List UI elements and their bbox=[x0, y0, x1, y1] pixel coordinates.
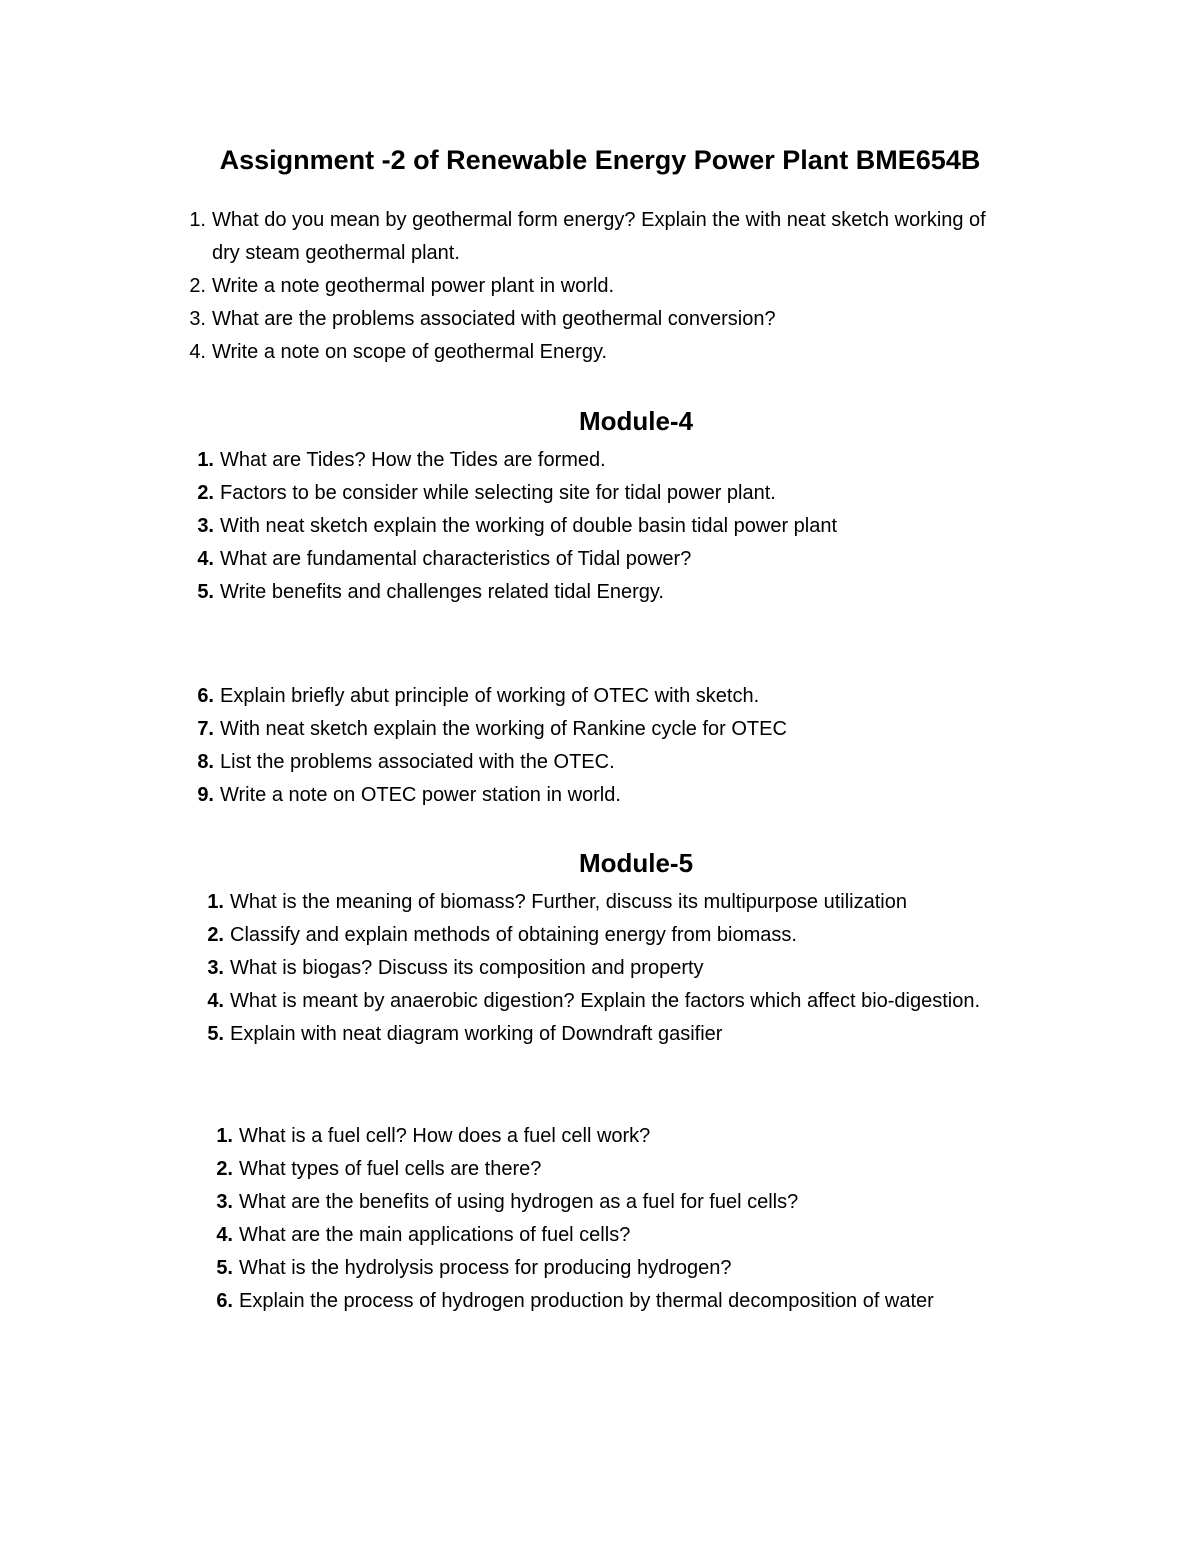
list-item bbox=[189, 270, 986, 303]
item-number: 8. bbox=[197, 751, 214, 773]
item-text: What is meant by anaerobic digestion? Explain the factors which affect bio-digestion. bbox=[230, 990, 981, 1012]
list-item bbox=[207, 952, 980, 985]
biomass-question-list bbox=[207, 886, 981, 1051]
item-number: 2. bbox=[189, 275, 206, 297]
list-item bbox=[216, 1219, 934, 1252]
item-number: 1. bbox=[197, 449, 214, 471]
item-number: 3. bbox=[197, 515, 214, 537]
list-item bbox=[197, 576, 837, 609]
item-text: With neat sketch explain the working of Rankine cycle for OTEC bbox=[220, 718, 787, 740]
item-text: What is a fuel cell? How does a fuel cell work? bbox=[239, 1125, 651, 1147]
item-number: 5. bbox=[207, 1023, 224, 1045]
item-number: 1. bbox=[207, 891, 224, 913]
item-number: 4. bbox=[189, 341, 206, 363]
item-text: Explain briefly abut principle of working of OTEC with sketch. bbox=[220, 685, 760, 707]
item-number: 2. bbox=[207, 924, 224, 946]
list-item bbox=[189, 336, 986, 369]
list-item bbox=[207, 886, 980, 919]
item-text: What is biogas? Discuss its composition and property bbox=[230, 957, 704, 979]
document-title: Assignment -2 of Renewable Energy Power Plant BME654B bbox=[219, 145, 981, 175]
item-text: dry steam geothermal plant. bbox=[212, 242, 460, 264]
list-item bbox=[197, 510, 838, 543]
item-number: 1. bbox=[216, 1125, 233, 1147]
item-number: 4. bbox=[216, 1224, 233, 1246]
item-number: 2. bbox=[216, 1158, 233, 1180]
list-item bbox=[197, 444, 837, 477]
item-text: What is the meaning of biomass? Further, discuss its multipurpose utilization bbox=[230, 891, 907, 913]
item-text: With neat sketch explain the working of double basin tidal power plant bbox=[220, 515, 838, 537]
list-item bbox=[216, 1120, 934, 1153]
item-text: Classify and explain methods of obtaining energy from biomass. bbox=[230, 924, 797, 946]
list-item bbox=[216, 1153, 934, 1186]
item-text: Factors to be consider while selecting site for tidal power plant. bbox=[220, 482, 776, 504]
item-text: List the problems associated with the OTEC. bbox=[220, 751, 615, 773]
list-item bbox=[197, 680, 787, 713]
list-item bbox=[189, 303, 986, 336]
list-item bbox=[197, 779, 787, 812]
geothermal-question-list bbox=[189, 204, 986, 369]
item-number: 4. bbox=[197, 548, 214, 570]
module-4-heading: Module-4 bbox=[578, 406, 694, 436]
item-text: What are the benefits of using hydrogen as a fuel for fuel cells? bbox=[239, 1191, 799, 1213]
item-number: 3. bbox=[216, 1191, 233, 1213]
list-item bbox=[197, 543, 837, 576]
item-text: Write a note geothermal power plant in world. bbox=[212, 275, 615, 297]
item-text: What are the main applications of fuel cells? bbox=[239, 1224, 631, 1246]
list-item bbox=[197, 746, 787, 779]
item-text: Write a note on OTEC power station in world. bbox=[220, 784, 621, 806]
item-text: What are Tides? How the Tides are formed. bbox=[220, 449, 606, 471]
list-item bbox=[189, 204, 986, 270]
otec-question-list bbox=[197, 680, 787, 812]
item-number: 2. bbox=[197, 482, 214, 504]
item-number: 9. bbox=[197, 784, 214, 806]
item-number: 6. bbox=[197, 685, 214, 707]
item-number: 7. bbox=[197, 718, 214, 740]
list-item bbox=[216, 1285, 934, 1318]
item-number: 6. bbox=[216, 1290, 233, 1312]
item-text: What do you mean by geothermal form energy? Explain the with neat sketch working of bbox=[212, 209, 986, 231]
item-number: 4. bbox=[207, 990, 224, 1012]
list-item bbox=[207, 919, 980, 952]
item-text: Write a note on scope of geothermal Energy. bbox=[212, 341, 608, 363]
item-number: 3. bbox=[189, 308, 206, 330]
list-item bbox=[197, 713, 787, 746]
list-item bbox=[207, 985, 981, 1018]
fuel-cell-question-list bbox=[216, 1120, 934, 1318]
tidal-question-list bbox=[197, 444, 838, 609]
item-number: 5. bbox=[197, 581, 214, 603]
item-number: 1. bbox=[189, 209, 206, 231]
list-item bbox=[207, 1018, 980, 1051]
list-item bbox=[216, 1186, 934, 1219]
item-number: 5. bbox=[216, 1257, 233, 1279]
item-text: What are the problems associated with geothermal conversion? bbox=[212, 308, 776, 330]
item-text: Explain with neat diagram working of Downdraft gasifier bbox=[230, 1023, 723, 1045]
list-item bbox=[216, 1252, 934, 1285]
module-5-heading: Module-5 bbox=[578, 848, 694, 878]
item-number: 3. bbox=[207, 957, 224, 979]
list-item bbox=[197, 477, 837, 510]
item-text: Write benefits and challenges related tidal Energy. bbox=[220, 581, 664, 603]
item-text: What types of fuel cells are there? bbox=[239, 1158, 542, 1180]
item-text: What is the hydrolysis process for producing hydrogen? bbox=[239, 1257, 732, 1279]
item-text: Explain the process of hydrogen production by thermal decomposition of water bbox=[239, 1290, 934, 1312]
item-text: What are fundamental characteristics of Tidal power? bbox=[220, 548, 692, 570]
